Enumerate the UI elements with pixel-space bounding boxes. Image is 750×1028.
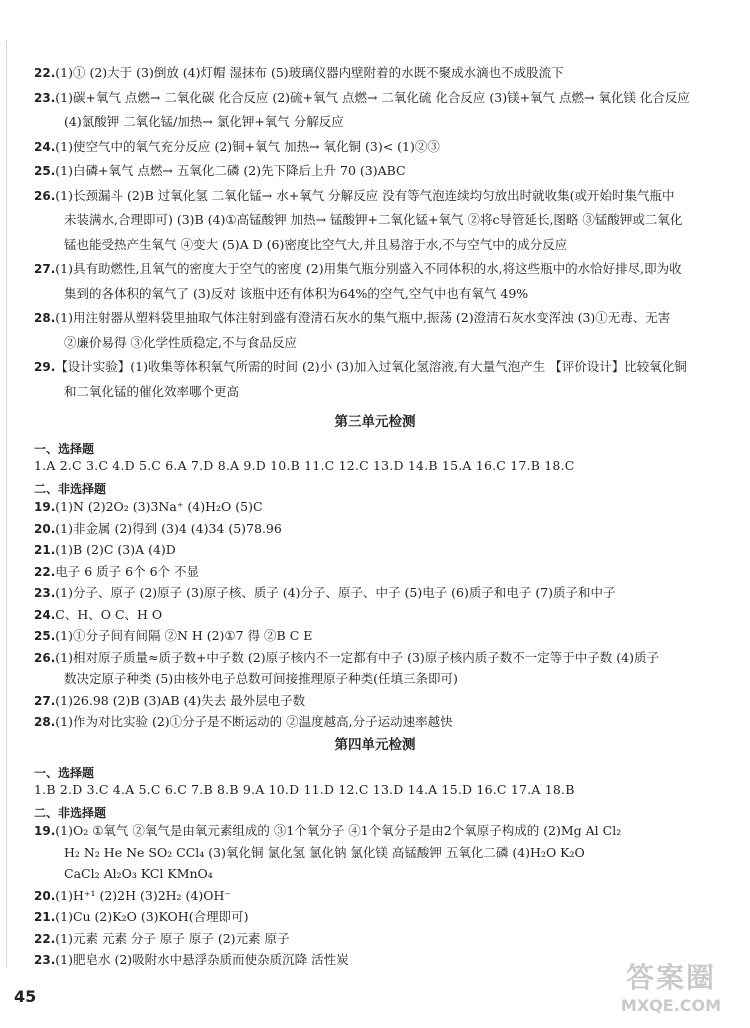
question-number: 23. — [34, 90, 56, 105]
answer-text: (1)白磷+氧气 点燃→ 五氧化二磷 (2)先下降后上升 70 (3)ABC — [55, 163, 406, 178]
answer-line — [34, 498, 730, 516]
answer-text: (1)非金属 (2)得到 (3)4 (4)34 (5)78.96 — [55, 520, 282, 536]
answer-text: ②廉价易得 ③化学性质稳定,不与食品反应 — [64, 334, 297, 350]
question-number: 22. — [34, 66, 56, 80]
answer-text: (4)氯酸钾 二氧化锰/加热→ 氯化钾+氧气 分解反应 — [64, 114, 344, 129]
unit3-nonmc-heading: 二、非选择题 — [34, 482, 107, 496]
answer-text: (1)H⁺¹ (2)2H (3)2H₂ (4)OH⁻ — [55, 887, 231, 903]
answer-line — [64, 236, 730, 254]
answer-line — [34, 713, 730, 731]
answer-line — [34, 649, 730, 667]
answer-line — [34, 309, 730, 327]
answer-line — [34, 520, 730, 538]
question-number: 19. — [34, 824, 56, 838]
answer-line — [34, 541, 730, 559]
answer-text: C、H、O C、H O — [55, 606, 163, 622]
unit3-mc-answers: 1.A 2.C 3.C 4.D 5.C 6.A 7.D 8.A 9.D 10.B 11.C 12.C 13.D 14.B 15.A 16.C 17.B 18.C — [34, 458, 575, 473]
answer-text: (1)① (2)大于 (3)倒放 (4)灯帽 湿抹布 (5)玻璃仪器内壁附着的水既不聚成水滴也不成股流下 — [55, 65, 564, 80]
answer-line — [34, 908, 730, 926]
question-number: 27. — [34, 262, 56, 276]
answer-line — [64, 670, 730, 688]
answer-text: 电子 6 质子 6个 6个 不显 — [55, 563, 199, 579]
answer-line — [64, 334, 730, 352]
answer-line — [64, 865, 730, 883]
answer-text: (1)O₂ ①氧气 ②氧气是由氧元素组成的 ③1个氧分子 ④1个氧分子是由2个氧原子构成的 (2)Mg Al Cl₂ — [55, 823, 622, 838]
answer-text: (1)碳+氧气 点燃→ 二氧化碳 化合反应 (2)硫+氧气 点燃→ 二氧化硫 化合反应 (3)镁+氧气 点燃→ 氧化镁 化合反应 — [55, 89, 690, 105]
question-number: 20. — [34, 888, 56, 903]
question-number: 28. — [34, 715, 56, 729]
answer-line — [34, 138, 730, 156]
answer-text: (1)Cu (2)K₂O (3)KOH(合理即可) — [55, 909, 249, 924]
answer-line — [34, 606, 730, 624]
answer-line — [64, 844, 730, 862]
answer-text: (1)B (2)C (3)A (4)D — [55, 542, 176, 557]
question-number: 21. — [34, 910, 56, 924]
answer-line — [64, 383, 730, 401]
question-number: 28. — [34, 311, 56, 325]
answer-text: (1)长颈漏斗 (2)B 过氧化氢 二氧化锰→ 水+氧气 分解反应 没有等气泡连续均匀放出时就收集(或开始时集气瓶中 — [55, 187, 675, 203]
answer-text: (1)使空气中的氧气充分反应 (2)铜+氧气 加热→ 氧化铜 (3)< (1)②③ — [55, 138, 440, 154]
question-number: 24. — [34, 139, 56, 154]
answer-line — [34, 930, 730, 948]
question-number: 21. — [34, 543, 56, 557]
answer-line — [34, 260, 730, 278]
answer-text: 数决定原子种类 (5)由核外电子总数可间接推理原子种类(任填三条即可) — [64, 671, 458, 686]
unit3-title: 第三单元检测 — [334, 414, 416, 430]
answer-line — [34, 627, 730, 645]
answer-line — [34, 822, 730, 840]
unit4-title: 第四单元检测 — [334, 737, 416, 753]
answer-text: (1)肥皂水 (2)吸附水中悬浮杂质而使杂质沉降 活性炭 — [55, 952, 349, 967]
question-number: 29. — [34, 360, 56, 374]
unit4-nonmc-heading: 二、非选择题 — [34, 806, 107, 820]
question-number: 24. — [34, 607, 56, 622]
answer-text: 锰也能受热产生氧气 ④变大 (5)A D (6)密度比空气大,并且易溶于水,不与空气中的成分反应 — [64, 236, 568, 252]
answer-line — [34, 584, 730, 602]
answer-line — [34, 64, 730, 82]
question-number: 25. — [34, 164, 56, 178]
answer-line — [34, 187, 730, 205]
answer-line — [34, 563, 730, 581]
answer-line — [64, 285, 730, 303]
answer-text: (1)N (2)2O₂ (3)3Na⁺ (4)H₂O (5)C — [55, 499, 263, 514]
question-number: 26. — [34, 188, 56, 203]
answer-text: (1)具有助燃性,且氧气的密度大于空气的密度 (2)用集气瓶分别盛入不同体积的水,将这些瓶中的水恰好排尽,即为收 — [55, 261, 682, 276]
answer-text: (1)分子、原子 (2)原子 (3)原子核、质子 (4)分子、原子、中子 (5)电子 (6)质子和电子 (7)质子和中子 — [55, 585, 616, 600]
unit4-mc-answers: 1.B 2.D 3.C 4.A 5.C 6.C 7.B 8.B 9.A 10.D 11.D 12.C 13.D 14.A 15.D 16.C 17.A 18.B — [34, 782, 575, 797]
answer-text: (1)用注射器从塑料袋里抽取气体注射到盛有澄清石灰水的集气瓶中,振荡 (2)澄清石灰水变浑浊 (3)①无毒、无害 — [55, 310, 671, 325]
answer-text: 集到的各体积的氧气了 (3)反对 该瓶中还有体积为64%的空气,空气中也有氧气 49% — [64, 285, 529, 301]
answer-text: (1)相对原子质量≈质子数+中子数 (2)原子核内不一定都有中子 (3)原子核内质子数不一定等于中子数 (4)质子 — [55, 649, 659, 665]
question-number: 25. — [34, 629, 56, 643]
watermark-url: MXQE.COM — [620, 996, 722, 1015]
answer-line — [34, 162, 730, 180]
answer-line — [34, 358, 730, 376]
answer-text: CaCl₂ Al₂O₃ KCl KMnO₄ — [64, 866, 213, 881]
margin-guide — [6, 40, 7, 968]
question-number: 20. — [34, 521, 56, 536]
answer-text: (1)作为对比实验 (2)①分子是不断运动的 ②温度越高,分子运动速率越快 — [55, 714, 453, 729]
question-number: 27. — [34, 693, 56, 708]
answer-line — [34, 692, 730, 710]
watermark-text: 答案圈 — [625, 961, 716, 994]
answer-line — [64, 113, 730, 131]
unit3-mc-heading: 一、选择题 — [34, 442, 95, 456]
answer-line — [34, 887, 730, 905]
answer-text: 【设计实验】(1)收集等体积氧气所需的时间 (2)小 (3)加入过氧化氢溶液,有大量气泡产生 【评价设计】比较氧化铜 — [55, 359, 687, 374]
question-number: 26. — [34, 650, 56, 665]
answer-line — [34, 89, 730, 107]
answer-text: (1)元素 元素 分子 原子 原子 (2)元素 原子 — [55, 930, 290, 946]
answer-line — [64, 211, 730, 229]
answer-text: (1)26.98 (2)B (3)AB (4)失去 最外层电子数 — [55, 692, 306, 708]
watermark-logo — [606, 956, 736, 1018]
unit4-mc-heading: 一、选择题 — [34, 766, 95, 780]
question-number: 22. — [34, 931, 56, 946]
question-number: 23. — [34, 586, 56, 600]
question-number: 22. — [34, 564, 56, 579]
answer-text: H₂ N₂ He Ne SO₂ CCl₄ (3)氧化铜 氯化氢 氯化钠 氯化镁 高锰酸钾 五氧化二磷 (4)H₂O K₂O — [64, 844, 585, 860]
question-number: 23. — [34, 953, 56, 967]
answer-text: 和二氧化锰的催化效率哪个更高 — [64, 383, 240, 399]
question-number: 19. — [34, 500, 56, 514]
answer-text: (1)①分子间有间隔 ②N H (2)①7 得 ②B C E — [55, 628, 313, 643]
answer-text: 未装满水,合理即可) (3)B (4)①高锰酸钾 加热→ 锰酸钾+二氧化锰+氧气 ②将c导管延长,图略 ③锰酸钾或二氧化 — [64, 212, 683, 227]
page-number: 45 — [14, 987, 37, 1006]
